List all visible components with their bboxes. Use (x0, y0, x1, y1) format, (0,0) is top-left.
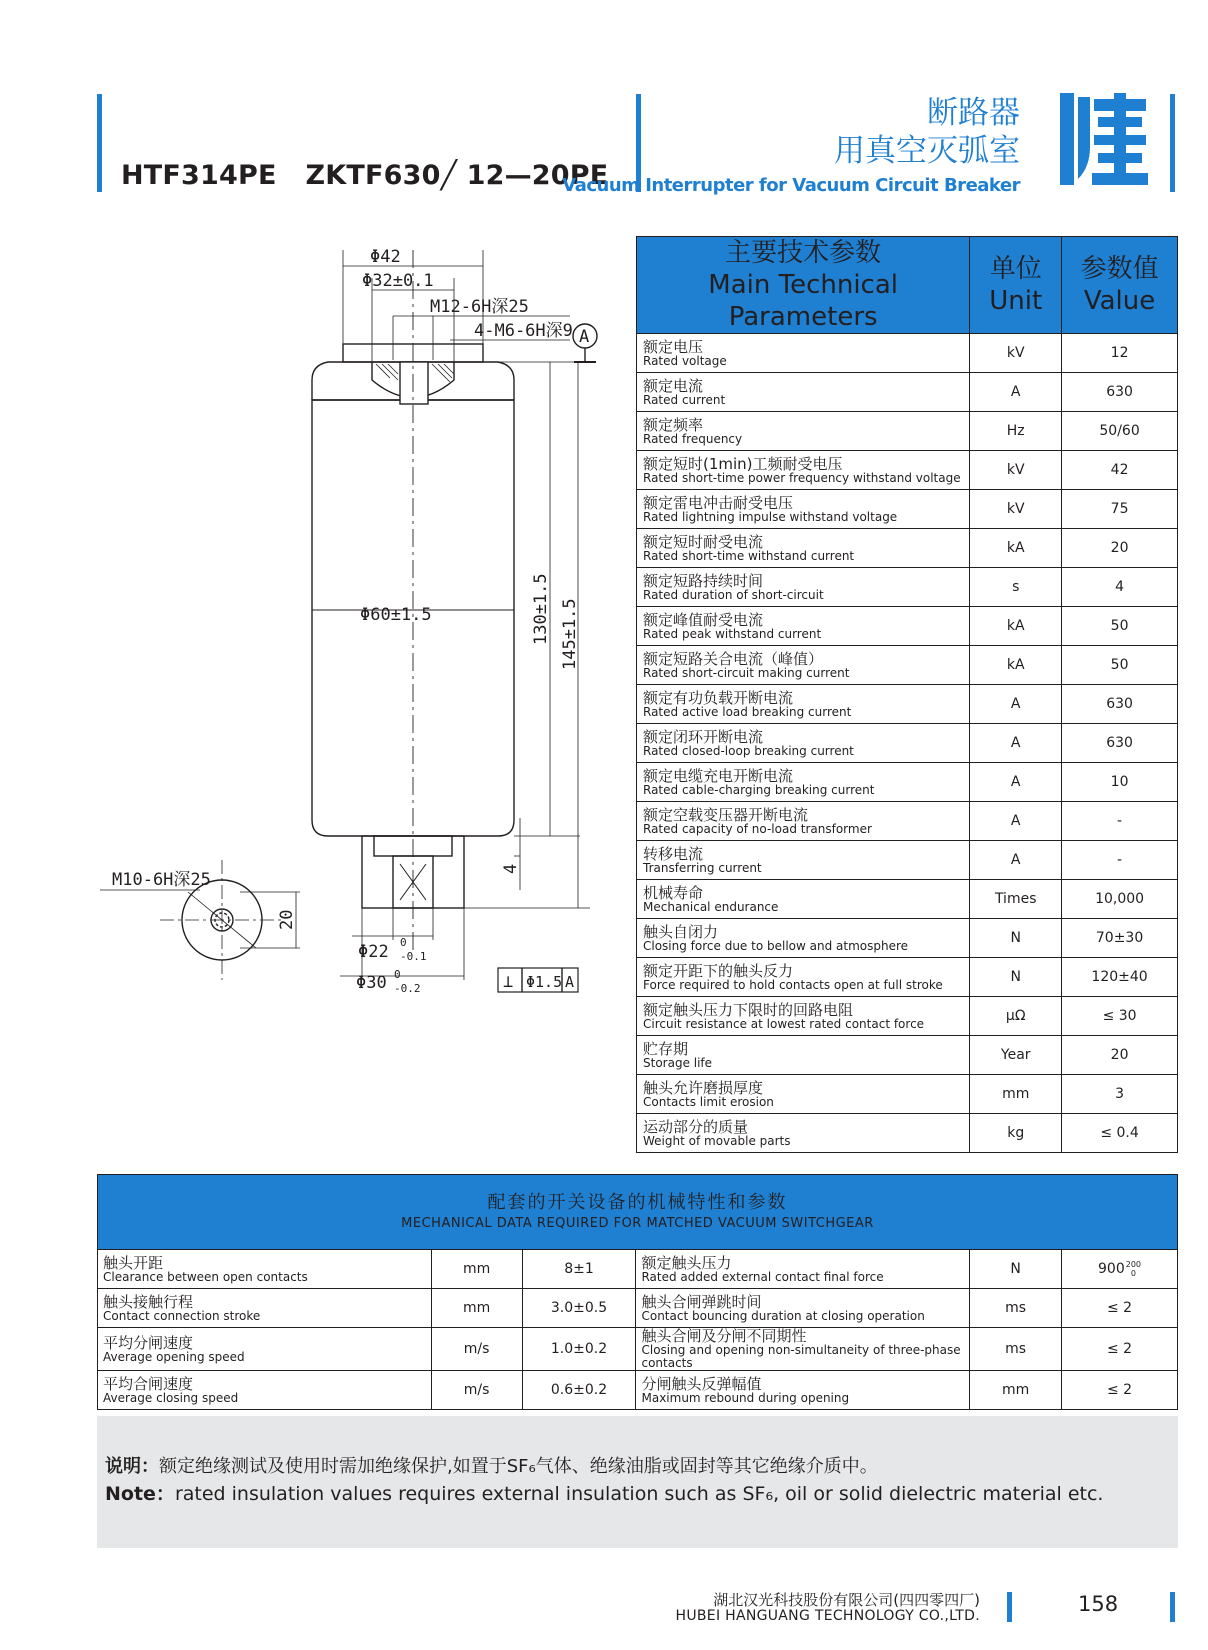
mech-left-name (98, 1328, 432, 1371)
param-name (637, 958, 970, 997)
param-name-en: Force required to hold contacts open at full stroke (643, 977, 943, 992)
param-row (637, 334, 1178, 373)
tolerance-symbol: ⊥ (503, 972, 514, 992)
param-row (637, 997, 1178, 1036)
mech-right-name-en: Maximum rebound during opening (641, 1390, 850, 1405)
note-text-en: rated insulation values requires external insulation such as SF₆, oil or solid dielectric material etc. (174, 1483, 1104, 1505)
param-name-cn: 额定有功负载开断电流 (643, 688, 794, 707)
param-value: 4 (1062, 568, 1178, 607)
param-row (637, 451, 1178, 490)
param-name-en: Rated short-time withstand current (643, 548, 855, 563)
param-value: 120±40 (1062, 958, 1178, 997)
title-en: Vacuum Interrupter for Vacuum Circuit Breaker (562, 175, 1020, 196)
mech-right-name-cn: 分闸触头反弹幅值 (641, 1374, 762, 1393)
dim-d42-label: Φ42 (370, 247, 401, 267)
param-name (637, 412, 970, 451)
param-name (637, 646, 970, 685)
param-value: - (1062, 802, 1178, 841)
param-value: 3 (1062, 1075, 1178, 1114)
mech-right-value (1062, 1371, 1178, 1410)
dim-m6-label: 4-M6-6H深9 (474, 321, 573, 341)
param-row (637, 568, 1178, 607)
param-name-en: Rated duration of short-circuit (643, 587, 824, 602)
param-unit: kV (970, 490, 1062, 529)
mech-left-name-cn: 触头开距 (103, 1253, 164, 1272)
param-row (637, 919, 1178, 958)
param-name-cn: 额定雷电冲击耐受电压 (643, 493, 794, 512)
mech-right-name-cn: 额定触头压力 (641, 1253, 732, 1272)
param-name (637, 1114, 970, 1153)
footer-company-en: HUBEI HANGUANG TECHNOLOGY CO.,LTD. (675, 1608, 980, 1624)
mech-right-value-sup: 200 (1125, 1260, 1142, 1269)
param-row (637, 880, 1178, 919)
param-value: 20 (1062, 1036, 1178, 1075)
param-value: - (1062, 841, 1178, 880)
param-name-en: Rated lightning impulse withstand voltage (643, 509, 898, 524)
param-name-en: Contacts limit erosion (643, 1094, 774, 1109)
param-row (637, 1075, 1178, 1114)
note-en (105, 1479, 1103, 1506)
mech-right-value-main: ≤ 2 (1106, 1382, 1133, 1398)
dim-d60-label: Φ60±1.5 (360, 605, 432, 625)
param-unit: Year (970, 1036, 1062, 1075)
mech-right-name-cn: 触头合闸弹跳时间 (641, 1292, 762, 1311)
mech-right-name (636, 1371, 970, 1410)
mech-left-name (98, 1289, 432, 1328)
param-row (637, 685, 1178, 724)
mech-left-unit: mm (431, 1289, 522, 1328)
mech-left-unit: mm (431, 1250, 522, 1289)
param-value: 630 (1062, 685, 1178, 724)
mech-right-value (1062, 1328, 1178, 1371)
params-header-en: Main Technical Parameters (708, 270, 898, 332)
value-header (1062, 237, 1178, 334)
value-header-cn: 参数值 (1080, 254, 1159, 284)
param-name (637, 334, 970, 373)
param-name (637, 529, 970, 568)
mech-left-name (98, 1371, 432, 1410)
param-name-en: Weight of movable parts (643, 1133, 791, 1148)
param-name-en: Closing force due to bellow and atmosphere (643, 938, 909, 953)
param-name-en: Rated current (643, 392, 726, 407)
param-unit: kA (970, 646, 1062, 685)
mech-header-en: MECHANICAL DATA REQUIRED FOR MATCHED VACUUM SWITCHGEAR (401, 1216, 874, 1231)
param-row (637, 607, 1178, 646)
note-box (97, 1416, 1178, 1548)
param-name-en: Rated short-time power frequency withstand voltage (643, 470, 961, 485)
params-header-cn: 主要技术参数 (725, 238, 882, 268)
param-name-cn: 额定开距下的触头反力 (643, 961, 794, 980)
mech-right-name-en: Rated added external contact final force (641, 1269, 884, 1284)
param-row (637, 1036, 1178, 1075)
title-cn-line2: 用真空灭弧室 (834, 133, 1020, 169)
mech-left-name-en: Contact connection stroke (103, 1308, 261, 1323)
mech-row (98, 1289, 1178, 1328)
param-name-cn: 额定频率 (643, 415, 704, 434)
param-unit: s (970, 568, 1062, 607)
param-value: 50 (1062, 607, 1178, 646)
param-name (637, 568, 970, 607)
header-left-bar (97, 94, 102, 192)
param-value: 630 (1062, 724, 1178, 763)
param-name-en: Storage life (643, 1055, 713, 1070)
param-name-en: Transferring current (643, 860, 762, 875)
dim-130-label: 130±1.5 (531, 573, 551, 645)
mech-right-value-main: ≤ 2 (1106, 1300, 1133, 1316)
param-name (637, 1036, 970, 1075)
mech-right-value (1062, 1250, 1178, 1289)
footer-company-cn: 湖北汉光科技股份有限公司(四四零四厂) (713, 1591, 980, 1609)
param-unit: kA (970, 607, 1062, 646)
param-unit: mm (970, 1075, 1062, 1114)
param-name-en: Circuit resistance at lowest rated contact force (643, 1016, 925, 1031)
mech-right-unit: ms (970, 1328, 1062, 1371)
param-value: 75 (1062, 490, 1178, 529)
mech-row (98, 1328, 1178, 1371)
dim-d22-tol-up: 0 (400, 936, 407, 949)
footer-bar-left (1007, 1592, 1012, 1622)
param-unit: Times (970, 880, 1062, 919)
param-name (637, 451, 970, 490)
title-cn-line1: 断路器 (927, 95, 1020, 131)
model-title: HTF314PE ZKTF630╱ 12—20PE (121, 160, 609, 191)
params-header (637, 237, 970, 334)
param-name (637, 1075, 970, 1114)
mech-right-value-main: ≤ 2 (1106, 1341, 1133, 1357)
param-name (637, 919, 970, 958)
param-unit: A (970, 724, 1062, 763)
param-unit: A (970, 802, 1062, 841)
param-row (637, 529, 1178, 568)
mech-right-name-en: Closing and opening non-simultaneity of three-phase contacts (641, 1343, 961, 1370)
param-name (637, 802, 970, 841)
mech-header (98, 1175, 1178, 1250)
unit-header-en: Unit (989, 286, 1043, 316)
param-name-cn: 贮存期 (643, 1039, 689, 1058)
param-name-cn: 额定空载变压器开断电流 (643, 805, 809, 824)
param-name (637, 997, 970, 1036)
param-name-cn: 额定电流 (643, 376, 704, 395)
main-parameters-table (636, 236, 1178, 1153)
param-name (637, 880, 970, 919)
param-unit: kV (970, 334, 1062, 373)
dim-d30-tol-low: -0.2 (394, 982, 421, 995)
note-cn (105, 1452, 878, 1478)
mech-right-value (1062, 1289, 1178, 1328)
mech-left-value: 0.6±0.2 (522, 1371, 636, 1410)
dim-m12-label: M12-6H深25 (430, 297, 529, 317)
tolerance-value: Φ1.5 (526, 973, 563, 991)
dim-20-label: 20 (277, 909, 297, 930)
dim-4-label: 4 (501, 863, 521, 874)
mech-left-value: 1.0±0.2 (522, 1328, 636, 1371)
mech-left-name-en: Clearance between open contacts (103, 1269, 308, 1284)
param-name-cn: 额定触头压力下限时的回路电阻 (643, 1000, 854, 1019)
param-name (637, 490, 970, 529)
mech-left-name-cn: 平均分闸速度 (103, 1333, 194, 1352)
param-unit: μΩ (970, 997, 1062, 1036)
param-row (637, 490, 1178, 529)
param-name-cn: 机械寿命 (643, 883, 704, 902)
param-name (637, 373, 970, 412)
mech-right-value-sub: 0 (1130, 1269, 1136, 1278)
param-row (637, 802, 1178, 841)
note-text-cn: 额定绝缘测试及使用时需加绝缘保护,如置于SF₆气体、绝缘油脂或固封等其它绝缘介质中。 (159, 1456, 878, 1477)
param-name-en: Rated active load breaking current (643, 704, 852, 719)
param-name-cn: 额定电压 (643, 337, 704, 356)
mech-row (98, 1250, 1178, 1289)
param-value: 630 (1062, 373, 1178, 412)
param-value: 70±30 (1062, 919, 1178, 958)
param-row (637, 958, 1178, 997)
param-row (637, 841, 1178, 880)
dim-d32-label: Φ32±0.1 (362, 271, 434, 291)
param-unit: kA (970, 529, 1062, 568)
param-value: 50/60 (1062, 412, 1178, 451)
param-value: 42 (1062, 451, 1178, 490)
param-name-cn: 运动部分的质量 (643, 1117, 749, 1136)
mech-left-name-en: Average closing speed (103, 1390, 239, 1405)
mech-right-unit: N (970, 1250, 1062, 1289)
mech-left-name-cn: 触头接触行程 (103, 1292, 194, 1311)
dim-d30-label: Φ30 (356, 973, 387, 993)
technical-drawing (100, 240, 620, 1020)
param-name-cn: 额定短时耐受电流 (643, 532, 764, 551)
param-unit: A (970, 685, 1062, 724)
mech-left-name-en: Average opening speed (103, 1349, 245, 1364)
mech-right-name (636, 1328, 970, 1371)
value-header-en: Value (1083, 286, 1156, 316)
param-value: 10,000 (1062, 880, 1178, 919)
datum-a-label: A (579, 327, 590, 347)
mech-left-unit: m/s (431, 1328, 522, 1371)
param-name-en: Rated capacity of no-load transformer (643, 821, 872, 836)
param-unit: kV (970, 451, 1062, 490)
mech-right-name-en: Contact bouncing duration at closing operation (641, 1308, 925, 1323)
param-name (637, 607, 970, 646)
param-row (637, 412, 1178, 451)
mech-left-unit: m/s (431, 1371, 522, 1410)
unit-header-cn: 单位 (989, 254, 1042, 284)
param-name-cn: 转移电流 (643, 844, 704, 863)
mech-right-name-cn: 触头合闸及分闸不同期性 (641, 1327, 807, 1345)
param-unit: A (970, 373, 1062, 412)
param-name-cn: 触头允许磨损厚度 (643, 1078, 764, 1097)
mech-right-name (636, 1250, 970, 1289)
param-value: 12 (1062, 334, 1178, 373)
dim-145-label: 145±1.5 (560, 598, 580, 670)
mechanical-data-table (97, 1174, 1178, 1410)
mech-left-value: 3.0±0.5 (522, 1289, 636, 1328)
param-name-en: Rated voltage (643, 353, 727, 368)
param-value: 20 (1062, 529, 1178, 568)
mech-left-name (98, 1250, 432, 1289)
param-row (637, 646, 1178, 685)
param-name-cn: 额定短时(1min)工频耐受电压 (643, 454, 843, 473)
mech-left-name-cn: 平均合闸速度 (103, 1374, 194, 1393)
param-name-en: Rated cable-charging breaking current (643, 782, 875, 797)
param-value: ≤ 30 (1062, 997, 1178, 1036)
param-name-cn: 额定电缆充电开断电流 (643, 766, 794, 785)
mech-right-unit: mm (970, 1371, 1062, 1410)
dim-m10-label: M10-6H深25 (112, 870, 211, 890)
param-name (637, 685, 970, 724)
param-name-en: Rated closed-loop breaking current (643, 743, 854, 758)
param-name-cn: 额定峰值耐受电流 (643, 610, 764, 629)
dim-d30-tol-up: 0 (394, 968, 401, 981)
mech-row (98, 1371, 1178, 1410)
note-label-cn: 说明： (105, 1456, 159, 1477)
param-unit: Hz (970, 412, 1062, 451)
param-row (637, 1114, 1178, 1153)
param-unit: A (970, 841, 1062, 880)
footer-bar-right (1170, 1592, 1175, 1622)
tolerance-datum: A (565, 973, 575, 991)
param-name-cn: 额定短路持续时间 (643, 571, 764, 590)
param-unit: kg (970, 1114, 1062, 1153)
param-row (637, 724, 1178, 763)
param-name-en: Rated peak withstand current (643, 626, 822, 641)
mech-right-value-main: 900 (1098, 1261, 1125, 1277)
note-label-en: Note： (105, 1483, 175, 1505)
param-value: 10 (1062, 763, 1178, 802)
param-name-en: Rated frequency (643, 431, 743, 446)
param-unit: N (970, 958, 1062, 997)
header-right-bar (1170, 94, 1175, 192)
page-number: 158 (1078, 1592, 1119, 1616)
param-unit: N (970, 919, 1062, 958)
mech-right-unit: ms (970, 1289, 1062, 1328)
dim-d22-label: Φ22 (358, 942, 389, 962)
param-row (637, 763, 1178, 802)
param-name-cn: 额定短路关合电流（峰值） (643, 649, 824, 668)
param-name (637, 763, 970, 802)
param-name-en: Rated short-circuit making current (643, 665, 850, 680)
company-logo (1054, 87, 1152, 191)
param-name-cn: 触头自闭力 (643, 922, 719, 941)
mech-left-value: 8±1 (522, 1250, 636, 1289)
param-row (637, 373, 1178, 412)
param-name-cn: 额定闭环开断电流 (643, 727, 764, 746)
param-value: ≤ 0.4 (1062, 1114, 1178, 1153)
param-name (637, 841, 970, 880)
unit-header (970, 237, 1062, 334)
param-name (637, 724, 970, 763)
mech-header-cn: 配套的开关设备的机械特性和参数 (487, 1192, 788, 1213)
param-name-en: Mechanical endurance (643, 899, 779, 914)
mech-right-name (636, 1289, 970, 1328)
param-value: 50 (1062, 646, 1178, 685)
dim-d22-tol-low: -0.1 (400, 950, 427, 963)
param-unit: A (970, 763, 1062, 802)
